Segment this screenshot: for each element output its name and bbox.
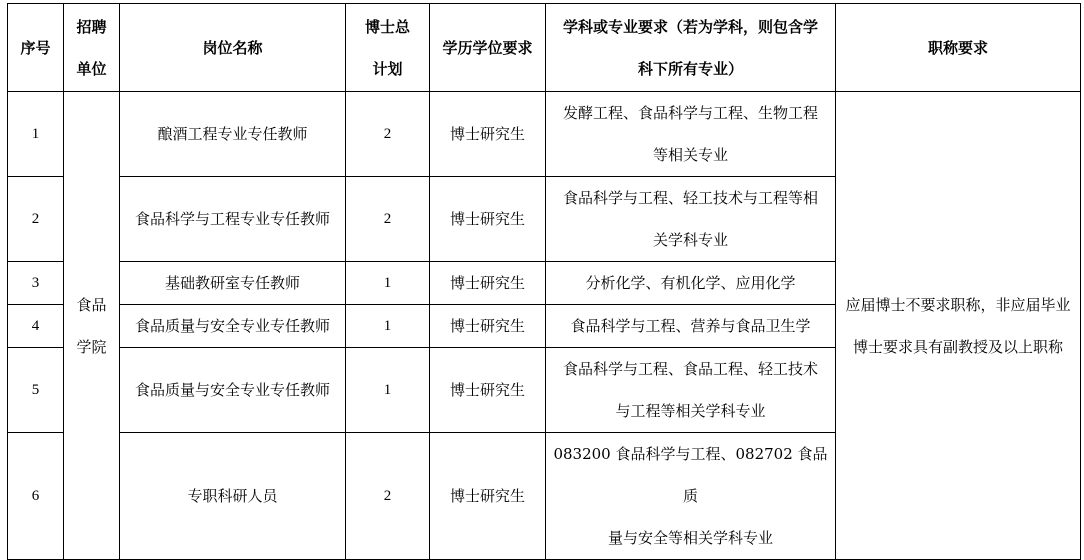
- cell-position: 酿酒工程专业专任教师: [120, 92, 346, 177]
- major-line1: 食品科学与工程、食品工程、轻工技术: [562, 360, 818, 378]
- cell-major: [546, 348, 836, 433]
- header-seq: 序号: [8, 4, 64, 92]
- cell-title-requirement: [836, 92, 1081, 560]
- recruitment-table: [7, 3, 1081, 560]
- cell-major: 分析化学、有机化学、应用化学: [546, 262, 836, 305]
- cell-seq: 4: [8, 305, 64, 348]
- header-unit: [64, 4, 120, 92]
- cell-major: 食品科学与工程、营养与食品卫生学: [546, 305, 836, 348]
- cell-degree: 博士研究生: [430, 92, 546, 177]
- cell-position: 专职科研人员: [120, 433, 346, 560]
- cell-position: 基础教研室专任教师: [120, 262, 346, 305]
- major-line1: 食品科学与工程、轻工技术与工程等相: [562, 189, 818, 207]
- cell-degree: 博士研究生: [430, 305, 546, 348]
- cell-position: 食品质量与安全专业专任教师: [120, 348, 346, 433]
- header-unit-line2: 单位: [76, 59, 107, 78]
- header-row: [8, 4, 1081, 92]
- header-phd-line1: 博士总: [364, 17, 410, 36]
- cell-position: 食品质量与安全专业专任教师: [120, 305, 346, 348]
- header-title-requirement: 职称要求: [836, 4, 1081, 92]
- cell-major: [546, 433, 836, 560]
- cell-position: 食品科学与工程专业专任教师: [120, 177, 346, 262]
- cell-plan: 1: [346, 262, 430, 305]
- cell-major: [546, 92, 836, 177]
- header-position: 岗位名称: [120, 4, 346, 92]
- cell-seq: 2: [8, 177, 64, 262]
- cell-unit: [64, 92, 120, 560]
- table-row: [8, 92, 1081, 177]
- header-major-line2: 科下所有专业）: [637, 59, 743, 78]
- cell-seq: 3: [8, 262, 64, 305]
- cell-seq: 5: [8, 348, 64, 433]
- cell-plan: 1: [346, 348, 430, 433]
- major-line2: 量与安全等相关学科专业: [607, 529, 773, 547]
- cell-seq: 1: [8, 92, 64, 177]
- cell-degree: 博士研究生: [430, 262, 546, 305]
- cell-plan: 2: [346, 433, 430, 560]
- header-degree: 学历学位要求: [430, 4, 546, 92]
- header-major: [546, 4, 836, 92]
- unit-line2: 学院: [76, 337, 107, 356]
- major-line2: 与工程等相关学科专业: [615, 402, 766, 420]
- major-line1: 发酵工程、食品科学与工程、生物工程: [562, 104, 818, 122]
- cell-plan: 2: [346, 177, 430, 262]
- cell-major: [546, 177, 836, 262]
- major-line2: 等相关专业: [652, 146, 728, 164]
- header-major-line1: 学科或专业要求（若为学科，则包含学: [562, 17, 818, 36]
- cell-degree: 博士研究生: [430, 348, 546, 433]
- cell-degree: 博士研究生: [430, 433, 546, 560]
- header-phd-plan: [346, 4, 430, 92]
- title-line2: 博士要求具有副教授及以上职称: [852, 337, 1063, 356]
- cell-seq: 6: [8, 433, 64, 560]
- cell-degree: 博士研究生: [430, 177, 546, 262]
- major-line1: 083200 食品科学与工程、082702 食品质: [553, 445, 828, 505]
- unit-line1: 食品: [76, 295, 107, 314]
- header-phd-line2: 计划: [372, 59, 403, 78]
- title-line1: 应届博士不要求职称，非应届毕业: [845, 295, 1071, 314]
- cell-plan: 2: [346, 92, 430, 177]
- header-unit-line1: 招聘: [76, 17, 107, 36]
- major-line2: 关学科专业: [652, 231, 728, 249]
- cell-plan: 1: [346, 305, 430, 348]
